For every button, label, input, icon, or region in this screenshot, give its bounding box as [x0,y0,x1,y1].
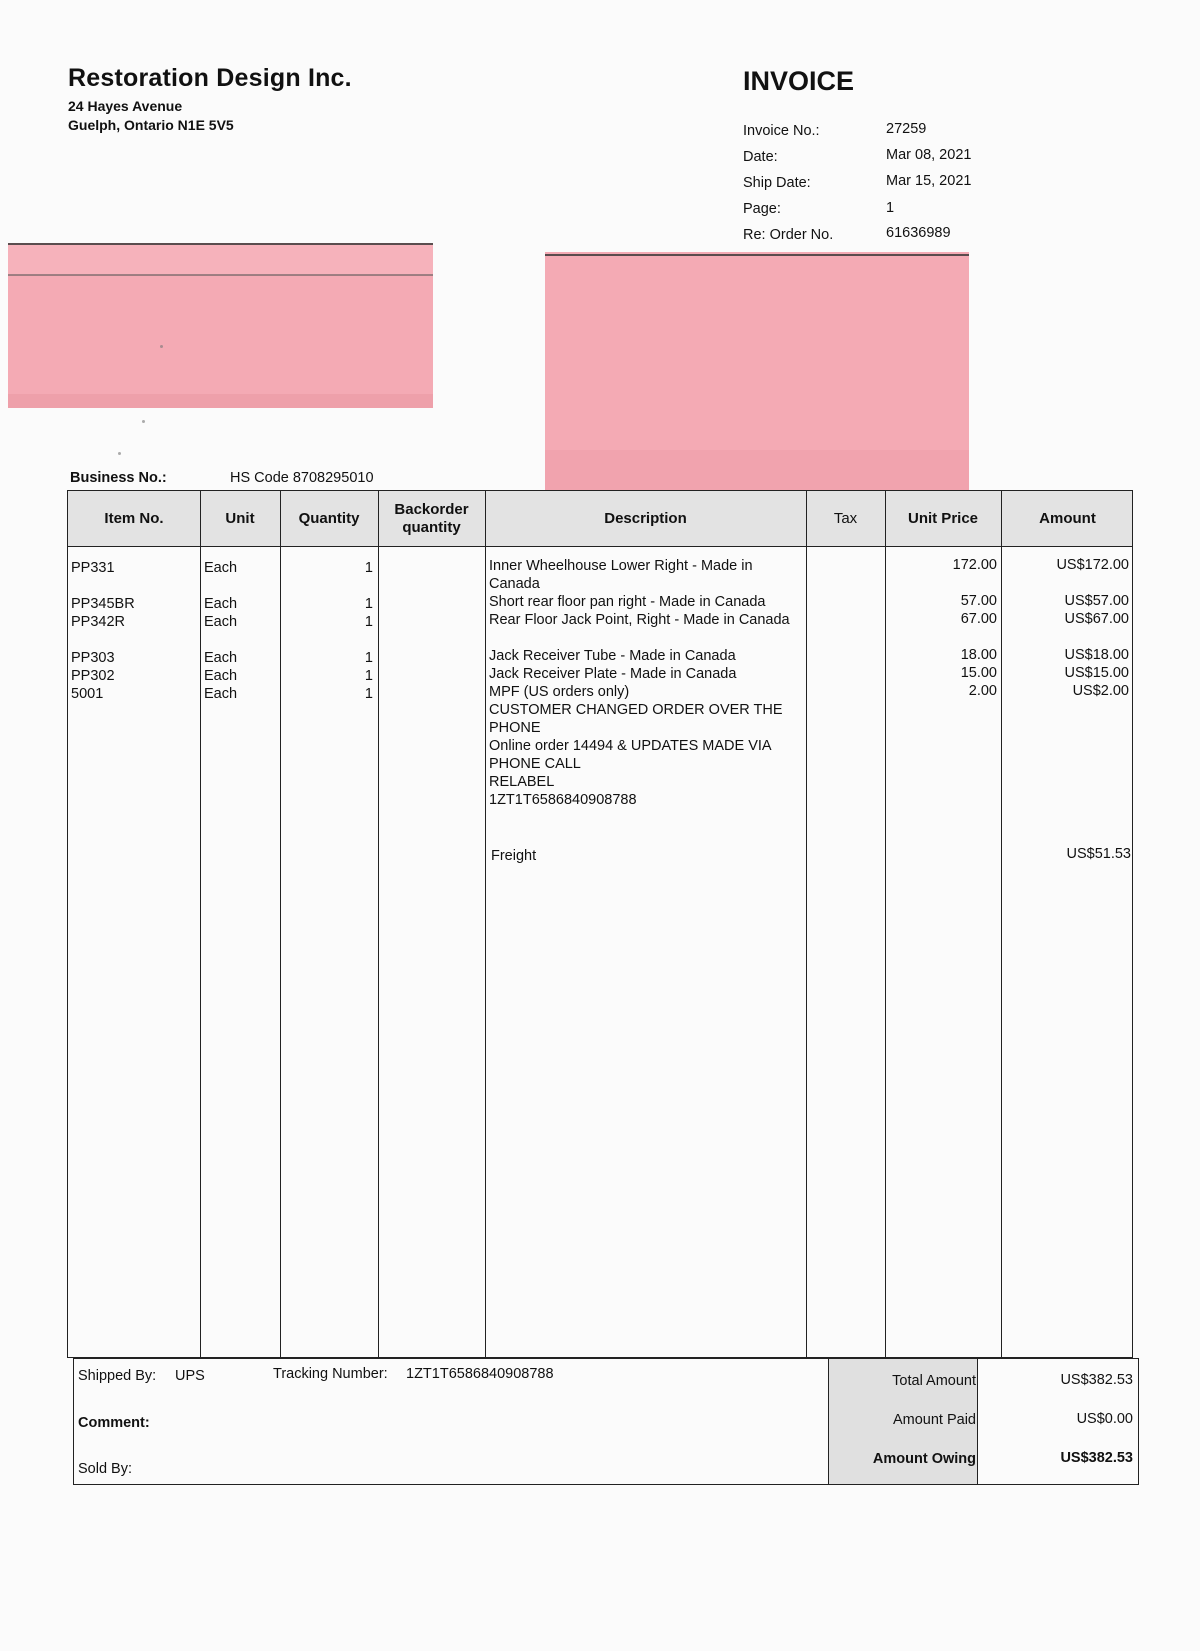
row-5-unit: Each [204,668,238,684]
business-no-label: Business No.: [70,470,167,486]
header-unit: Unit [225,509,255,527]
company-address-line1: 24 Hayes Avenue [68,98,183,114]
row-6-description: MPF (US orders only) [489,684,630,700]
page-label: Page: [743,201,781,217]
shipped-by-label: Shipped By: [78,1368,157,1384]
header-backorder-quantity: Backorder quantity [394,500,469,536]
amount-owing-value: US$382.53 [1060,1450,1133,1466]
header-tax: Tax [833,509,858,527]
row-1-amount: US$172.00 [1056,557,1129,573]
invoice-no-label: Invoice No.: [743,123,820,139]
date-value: Mar 08, 2021 [886,147,972,163]
redaction-edge [8,243,433,245]
order-no-value: 61636989 [886,225,951,241]
row-5-unit-price: 15.00 [960,665,997,681]
date-label: Date: [743,149,778,165]
row-3-unit-price: 67.00 [960,611,997,627]
redaction-fold-line [8,274,433,276]
comment-label: Comment: [78,1415,150,1431]
freight-label: Freight [491,848,537,864]
redaction-ship-to [545,252,969,500]
row-3-amount: US$67.00 [1064,611,1129,627]
invoice-title: INVOICE [743,66,855,96]
note-order-changed: CUSTOMER CHANGED ORDER OVER THE PHONE [489,702,783,736]
row-3-qty: 1 [364,614,373,630]
row-6-qty: 1 [364,686,373,702]
invoice-no-value: 27259 [886,121,927,137]
company-name: Restoration Design Inc. [68,64,352,92]
tracking-number-value: 1ZT1T6586840908788 [406,1366,554,1382]
row-2-unit-price: 57.00 [960,593,997,609]
ship-date-label: Ship Date: [743,175,811,191]
row-6-unit: Each [204,686,238,702]
page-value: 1 [886,200,895,216]
hs-code: HS Code 8708295010 [230,470,374,486]
sold-by-label: Sold By: [78,1461,132,1477]
row-5-qty: 1 [364,668,373,684]
column-divider [200,491,201,1357]
header-item-no: Item No. [104,509,164,527]
row-3-item: PP342R [71,614,126,630]
note-relabel: RELABEL [489,774,555,790]
row-5-amount: US$15.00 [1064,665,1129,681]
row-4-qty: 1 [364,650,373,666]
header-amount: Amount [1039,509,1096,527]
items-table [67,490,1133,1358]
ship-date-value: Mar 15, 2021 [886,173,972,189]
row-5-description: Jack Receiver Plate - Made in Canada [489,666,737,682]
column-divider [485,491,486,1357]
column-divider [806,491,807,1357]
invoice-footer [73,1358,1139,1485]
total-amount-value: US$382.53 [1060,1372,1133,1388]
row-1-qty: 1 [364,560,373,576]
column-divider [378,491,379,1357]
freight-amount: US$51.53 [1066,846,1131,862]
row-2-unit: Each [204,596,238,612]
row-6-item: 5001 [71,686,104,702]
row-2-amount: US$57.00 [1064,593,1129,609]
redaction-edge [545,254,969,256]
row-4-unit-price: 18.00 [960,647,997,663]
note-tracking: 1ZT1T6586840908788 [489,792,637,808]
smudge [142,420,145,423]
amount-paid-value: US$0.00 [1076,1411,1133,1427]
row-2-qty: 1 [364,596,373,612]
row-4-item: PP303 [71,650,115,666]
row-4-description: Jack Receiver Tube - Made in Canada [489,648,736,664]
shipped-by-value: UPS [175,1368,205,1384]
row-6-amount: US$2.00 [1072,683,1129,699]
header-quantity: Quantity [298,509,360,527]
row-6-unit-price: 2.00 [968,683,997,699]
row-5-item: PP302 [71,668,115,684]
tracking-number-label: Tracking Number: [273,1366,388,1382]
company-address-line2: Guelph, Ontario N1E 5V5 [68,117,234,133]
smudge [160,345,163,348]
redaction-bill-to [8,243,433,408]
header-unit-price: Unit Price [907,509,979,527]
row-1-unit-price: 172.00 [952,557,997,573]
row-1-unit: Each [204,560,238,576]
order-no-label: Re: Order No. [743,227,834,243]
row-4-amount: US$18.00 [1064,647,1129,663]
header-description: Description [604,509,687,527]
smudge [118,452,121,455]
row-1-description: Inner Wheelhouse Lower Right - Made in Canada [489,558,753,592]
row-4-unit: Each [204,650,238,666]
total-amount-label: Total Amount [892,1373,976,1389]
amount-owing-label: Amount Owing [872,1451,976,1467]
row-1-item: PP331 [71,560,115,576]
row-2-description: Short rear floor pan right - Made in Canada [489,594,766,610]
row-2-item: PP345BR [71,596,135,612]
row-3-description: Rear Floor Jack Point, Right - Made in Canada [489,612,790,628]
row-3-unit: Each [204,614,238,630]
amount-paid-label: Amount Paid [892,1412,976,1428]
note-online-order: Online order 14494 & UPDATES MADE VIA PHONE CALL [489,738,771,772]
